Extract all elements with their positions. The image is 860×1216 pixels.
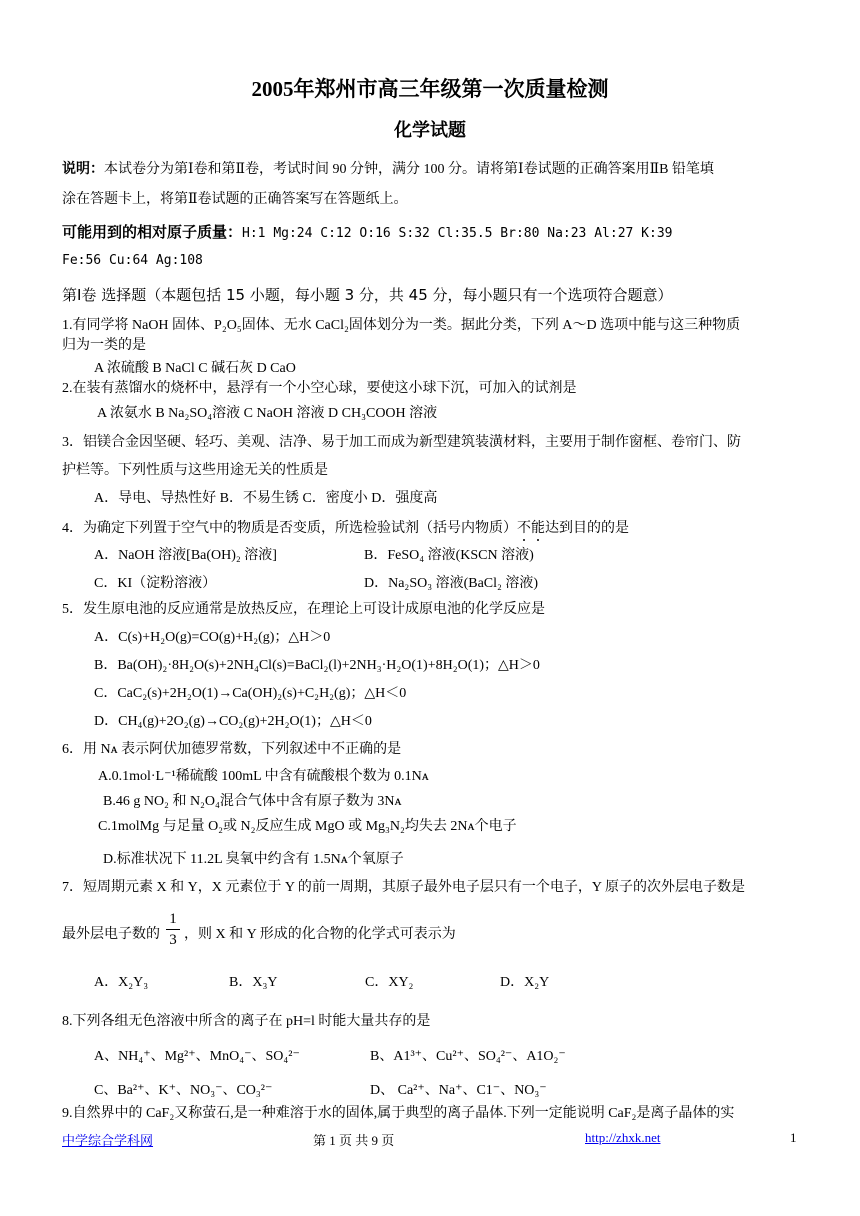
q9-stem: 9.自然界中的 CaF₂又称萤石,是一种难溶于水的固体,属于典型的离子晶体.下列一定能说明 CaF₂是离子晶体的实 — [62, 1106, 735, 1121]
q7-stem-1: 7．短周期元素 X 和 Y，X 元素位于 Y 的前一周期，其原子最外电子层只有一个电子，Y 原子的次外层电子数是 — [62, 880, 746, 895]
q5-option-d: D．CH₄(g)+2O₂(g)→CO₂(g)+2H₂O(1)；△H＜0 — [94, 714, 372, 729]
q5-stem: 5．发生原电池的反应通常是放热反应，在理论上可设计成原电池的化学反应是 — [62, 602, 545, 617]
q7-option-c: C．XY₂ — [365, 975, 414, 990]
masses-values-1: H:1 Mg:24 C:12 O:16 S:32 Cl:35.5 Br:80 Na:23 Al:27 K:39 — [242, 226, 673, 241]
q2-options: A 浓氨水 B Na₂SO₄溶液 C NaOH 溶液 D CH₃COOH 溶液 — [97, 406, 438, 421]
page-title: 2005年郑州市高三年级第一次质量检测 — [251, 77, 609, 101]
q8-option-c: C、Ba²⁺、K⁺、NO₃⁻、CO₃²⁻ — [94, 1083, 273, 1098]
q4-stem — [62, 517, 629, 537]
q7-fraction-denominator: 3 — [169, 932, 177, 948]
intro-line-1 — [62, 158, 714, 178]
masses-line-1 — [62, 221, 672, 242]
q8-option-b: B、A1³⁺、Cu²⁺、SO₄²⁻、A1O₂⁻ — [370, 1049, 566, 1064]
footer-site-link[interactable]: 中学综合学科网 — [62, 1133, 154, 1148]
q7-stem-2a: 最外层电子数的 — [62, 927, 160, 942]
q6-stem: 6．用 Nᴀ 表示阿伏加德罗常数，下列叙述中不正确的是 — [62, 742, 402, 757]
q4-stem-part-b: 达到目的的是 — [545, 521, 629, 536]
intro-line-2: 涂在答题卡上，将第Ⅱ卷试题的正确答案写在答题纸上。 — [62, 192, 408, 207]
q2-stem: 2.在装有蒸馏水的烧杯中，悬浮有一个小空心球，要使这小球下沉，可加入的试剂是 — [62, 381, 577, 396]
page-subtitle: 化学试题 — [394, 120, 466, 140]
q4-option-a: A．NaOH 溶液[Ba(OH)₂ 溶液] — [94, 548, 277, 563]
q7-option-a: A．X₂Y₃ — [94, 975, 149, 990]
q6-option-a: A.0.1mol·L⁻¹稀硫酸 100mL 中含有硫酸根个数为 0.1Nᴀ — [98, 769, 429, 784]
q1-options: A 浓硫酸 B NaCl C 碱石灰 D CaO — [94, 361, 296, 376]
q7-fraction-bar — [166, 929, 180, 930]
q6-option-c: C.1molMg 与足量 O₂或 N₂反应生成 MgO 或 Mg₃N₂均失去 2Nᴀ个电子 — [98, 819, 517, 834]
q6-option-b: B.46 g NO₂ 和 N₂O₄混合气体中含有原子数为 3Nᴀ — [103, 794, 402, 809]
q6-option-d: D.标准状况下 11.2L 臭氧中约含有 1.5Nᴀ个氧原子 — [103, 852, 404, 867]
q4-option-c: C．KI（淀粉溶液） — [94, 576, 217, 591]
q8-stem: 8.下列各组无色溶液中所含的离子在 pH=l 时能大量共存的是 — [62, 1014, 431, 1029]
q7-option-b: B．X₃Y — [229, 975, 278, 990]
footer-page-number: 1 — [790, 1130, 797, 1145]
q1-stem-1: 1.有同学将 NaOH 固体、P₂O₅固体、无水 CaCl₂固体划分为一类。据此分类，下列 A～D 选项中能与这三种物质 — [62, 318, 741, 333]
q3-options: A．导电、导热性好 B．不易生锈 C．密度小 D．强度高 — [94, 491, 438, 506]
q7-stem-2b: ，则 X 和 Y 形成的化合物的化学式可表示为 — [184, 927, 456, 942]
q4-option-d: D．Na₂SO₃ 溶液(BaCl₂ 溶液) — [364, 576, 539, 591]
q5-option-a: A．C(s)+H₂O(g)=CO(g)+H₂(g)；△H＞0 — [94, 630, 331, 645]
masses-label: 可能用到的相对原子质量： — [62, 223, 243, 241]
masses-line-2: Fe:56 Cu:64 Ag:108 — [62, 253, 203, 268]
q7-fraction — [166, 910, 180, 949]
q5-option-b: B．Ba(OH)₂·8H₂O(s)+2NH₄Cl(s)=BaCl₂(l)+2NH₃·H₂O(1)+8H₂O(1)；△H＞0 — [94, 658, 540, 673]
section-heading: 第Ⅰ卷 选择题（本题包括 15 小题，每小题 3 分，共 45 分，每小题只有一个选项符合题意） — [62, 286, 673, 304]
q5-option-c: C．CaC₂(s)+2H₂O(1)→Ca(OH)₂(s)+C₂H₂(g)；△H＜0 — [94, 686, 407, 701]
q1-stem-2: 归为一类的是 — [62, 338, 146, 353]
footer-page-count: 第 1 页 共 9 页 — [313, 1133, 395, 1148]
q8-option-d: D、 Ca²⁺、Na⁺、C1⁻、NO₃⁻ — [370, 1083, 547, 1098]
q4-option-b: B．FeSO₄ 溶液(KSCN 溶液) — [364, 548, 534, 563]
q8-option-a: A、NH₄⁺、Mg²⁺、MnO₄⁻、SO₄²⁻ — [94, 1049, 300, 1064]
intro-text-1: 本试卷分为第Ⅰ卷和第Ⅱ卷，考试时间 90 分钟，满分 100 分。请将第Ⅰ卷试题的正确答案用ⅡB 铅笔填 — [104, 162, 714, 177]
q4-emphasis-1: 不 — [517, 521, 531, 536]
q7-option-d: D．X₂Y — [500, 975, 550, 990]
q4-stem-part-a: 4．为确定下列置于空气中的物质是否变质，所选检验试剂（括号内物质） — [62, 521, 517, 536]
intro-label: 说明： — [62, 161, 104, 177]
q4-emphasis-2: 能 — [531, 521, 545, 536]
q7-fraction-numerator: 1 — [169, 911, 177, 927]
q3-stem-2: 护栏等。下列性质与这些用途无关的性质是 — [62, 463, 328, 478]
q3-stem-1: 3．铝镁合金因坚硬、轻巧、美观、洁净、易于加工而成为新型建筑装潢材料，主要用于制作窗框、卷帘门、防 — [62, 435, 741, 450]
footer-url-link[interactable]: http://zhxk.net — [585, 1130, 661, 1145]
